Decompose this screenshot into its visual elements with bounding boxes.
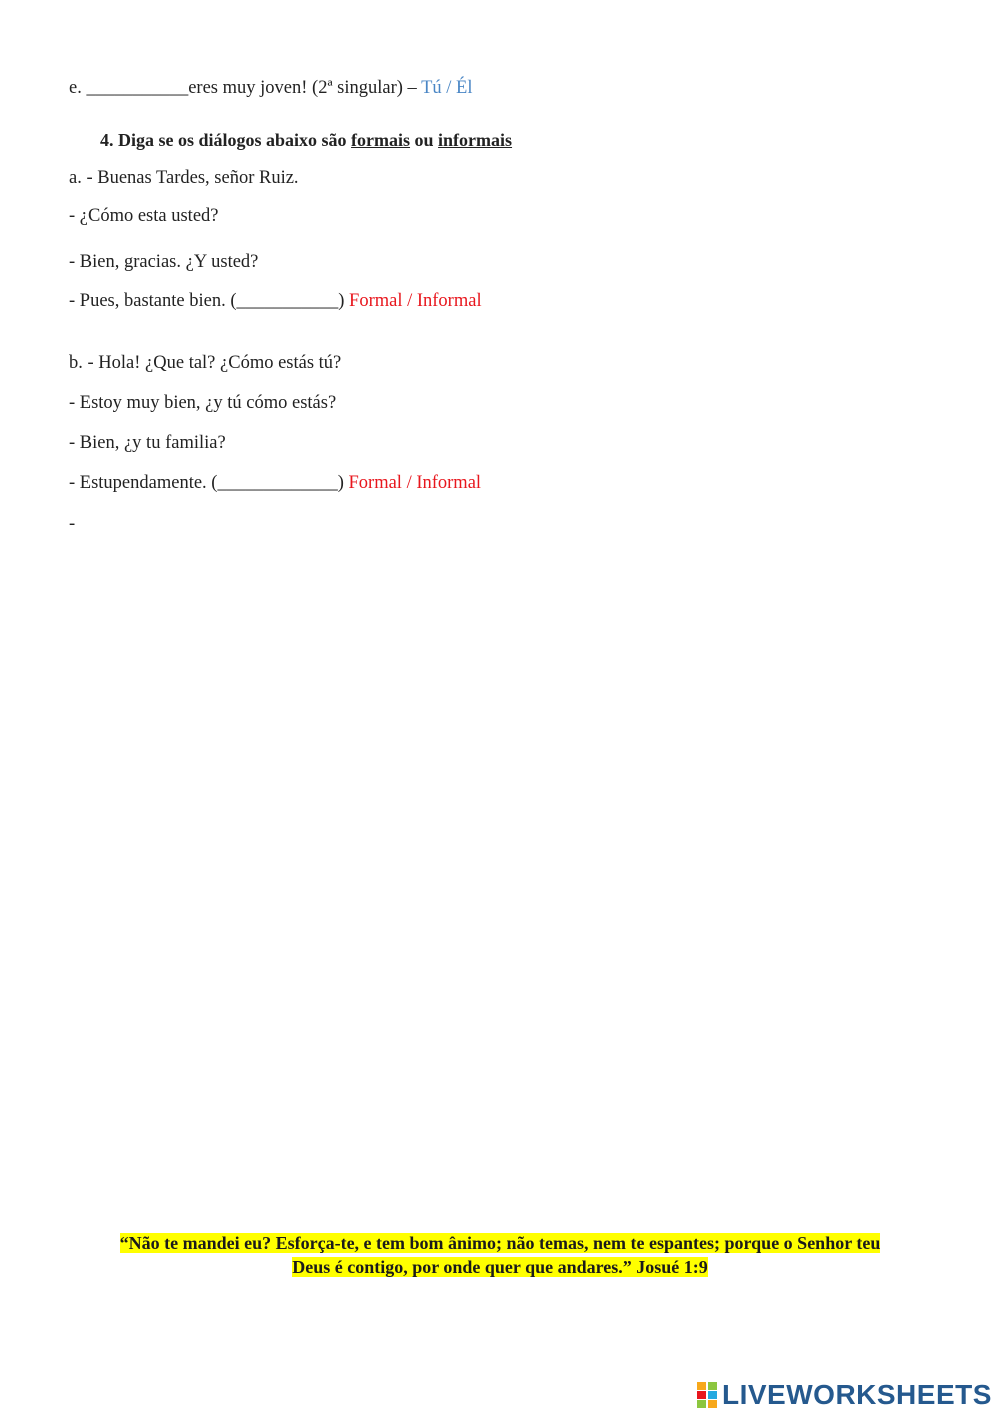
trailing-dash: -	[69, 514, 76, 534]
item-e-options: Tú / Él	[421, 78, 473, 98]
verse-line-2: Deus é contigo, por onde quer que andares.” Josué 1:9	[292, 1257, 708, 1277]
dialog-a-line-1: a. - Buenas Tardes, señor Ruiz.	[69, 168, 299, 188]
item-e-prefix: e. ___________	[69, 78, 189, 98]
dialog-a-options: Formal / Informal	[349, 291, 482, 311]
dialog-a-line-2: - ¿Cómo esta usted?	[69, 206, 219, 226]
liveworksheets-logo	[697, 1378, 992, 1412]
liveworksheets-logo-text: LIVEWORKSHEETS	[722, 1379, 992, 1410]
bible-verse	[40, 1231, 960, 1279]
dialog-a-blank: - Pues, bastante bien. (___________)	[69, 291, 350, 311]
item-e-text: eres muy joven! (2ª singular) –	[188, 78, 422, 98]
dialog-b-options: Formal / Informal	[348, 473, 482, 493]
section-4-heading	[100, 128, 512, 152]
heading-informais: informais	[438, 130, 513, 150]
heading-formais: formais	[351, 130, 411, 150]
dialog-b-answer-line	[69, 471, 481, 495]
dialog-b-line-2: - Estoy muy bien, ¿y tú cómo estás?	[69, 393, 337, 413]
dialog-b-blank: - Estupendamente. (_____________)	[69, 473, 349, 493]
liveworksheets-logo-icon	[697, 1382, 719, 1408]
dialog-a-answer-line	[69, 289, 482, 313]
heading-prefix: 4. Diga se os diálogos abaixo são	[100, 130, 352, 150]
verse-line-1: “Não te mandei eu? Esforça-te, e tem bom ânimo; não temas, nem te espantes; porque o Senhor teu	[119, 1233, 881, 1253]
item-e	[69, 76, 473, 100]
dialog-a-line-3: - Bien, gracias. ¿Y usted?	[69, 252, 259, 272]
dialog-b-line-3: - Bien, ¿y tu familia?	[69, 433, 226, 453]
dialog-b-line-1: b. - Hola! ¿Que tal? ¿Cómo estás tú?	[69, 353, 342, 373]
heading-mid: ou	[410, 130, 439, 150]
